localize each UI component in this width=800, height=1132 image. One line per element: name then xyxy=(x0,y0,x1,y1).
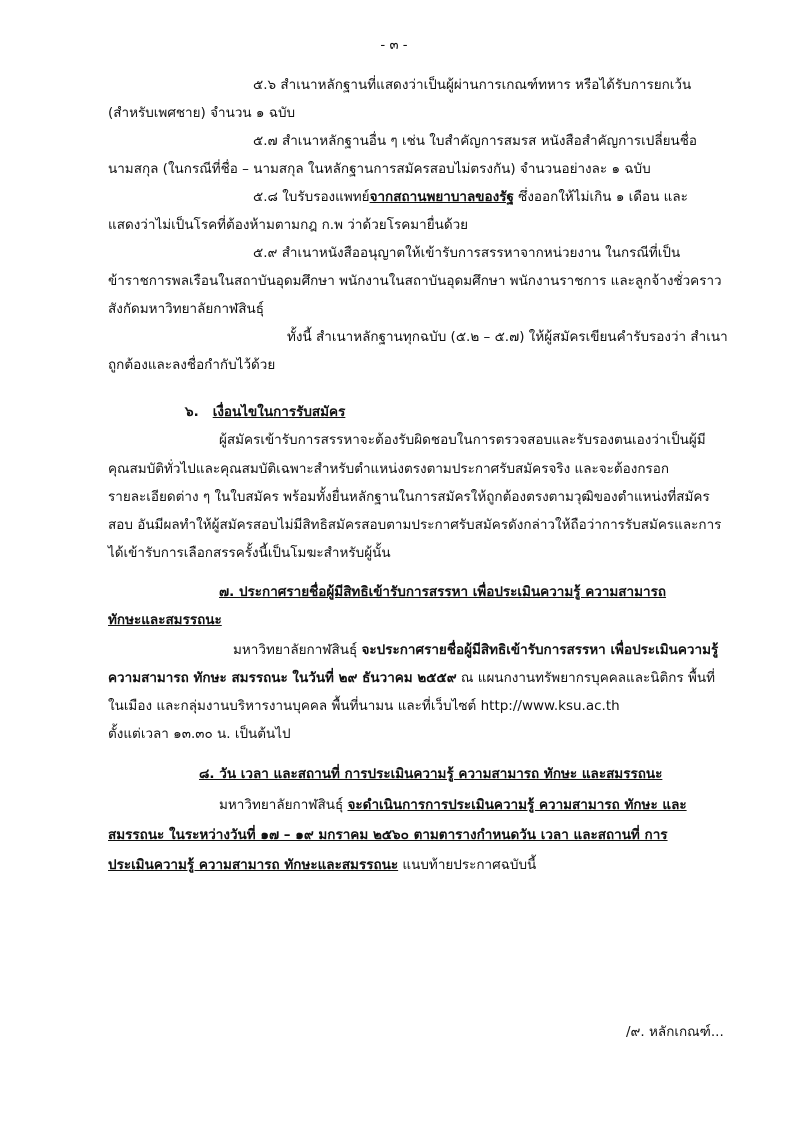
section-6-heading xyxy=(185,402,345,422)
item-5-8-emphasis: จากสถานพยาบาลของรัฐ xyxy=(369,189,514,205)
section-8-bold-text: จะดำเนินการการประเมินความรู้ ความสามารถ ทักษะ และ xyxy=(347,797,687,813)
item-5-8-line-1 xyxy=(253,187,688,207)
section-6-line-2: คุณสมบัติทั่วไปและคุณสมบัติเฉพาะสำหรับตำแหน่งตรงตามประกาศรับสมัครจริง และจะต้องกรอก xyxy=(108,461,670,477)
item-5-8-text-tail: ซึ่งออกให้ไม่เกิน ๑ เดือน และ xyxy=(513,189,688,205)
section-6-title: เงื่อนไขในการรับสมัคร xyxy=(212,404,346,420)
item-5-6-line-2: (สำหรับเพศชาย) จำนวน ๑ ฉบับ xyxy=(108,105,296,121)
section-7-line-1 xyxy=(233,640,718,660)
section-7-line-2 xyxy=(108,668,715,688)
section-6-line-1: ผู้สมัครเข้ารับการสรรหาจะต้องรับผิดชอบในการตรวจสอบและรับรองตนเองว่าเป็นผู้มี xyxy=(219,432,706,448)
section-7-heading-line-2: ทักษะและสมรรถนะ xyxy=(108,612,222,628)
section-7-heading-line-1: ๗. ประกาศรายชื่อผู้มีสิทธิเข้ารับการสรรหา เพื่อประเมินความรู้ ความสามารถ xyxy=(219,584,667,600)
section-8-line-1 xyxy=(219,795,687,815)
section-8-line-2: สมรรถนะ ในระหว่างวันที่ ๑๗ – ๑๙ มกราคม ๒๕๖๐ ตามตารางกำหนดวัน เวลา และสถานที่ การ xyxy=(108,827,668,843)
section-8-attachment-text: แนบท้ายประกาศฉบับนี้ xyxy=(398,857,537,873)
item-5-9-line-3: สังกัดมหาวิทยาลัยกาฬสินธุ์ xyxy=(108,301,264,317)
announcement-date: ความสามารถ ทักษะ สมรรถนะ ในวันที่ ๒๙ ธันวาคม ๒๕๕๙ xyxy=(108,670,457,686)
note-line-1: ทั้งนี้ สำเนาหลักฐานทุกฉบับ (๕.๒ – ๕.๗) ให้ผู้สมัครเขียนคำรับรองว่า สำเนา xyxy=(287,329,728,345)
item-5-8-line-2: แสดงว่าไม่เป็นโรคที่ต้องห้ามตามกฎ ก.พ ว่าด้วยโรคมายื่นด้วย xyxy=(108,217,469,233)
section-6-line-5: ได้เข้ารับการเลือกสรรครั้งนี้เป็นโมฆะสำหรับผู้นั้น xyxy=(108,545,391,561)
item-5-9-line-1: ๕.๙ สำเนาหนังสืออนุญาตให้เข้ารับการสรรหาจากหน่วยงาน ในกรณีที่เป็น xyxy=(253,245,681,261)
section-7-line-4: ตั้งแต่เวลา ๑๓.๓๐ น. เป็นต้นไป xyxy=(108,726,291,742)
section-6-line-3: รายละเอียดต่าง ๆ ในใบสมัคร พร้อมทั้งยื่นหลักฐานในการสมัครให้ถูกต้องตรงตามวุฒิของตำแหน่งที่สมัคร xyxy=(108,489,710,505)
item-5-9-line-2: ข้าราชการพลเรือนในสถาบันอุดมศึกษา พนักงานในสถาบันอุดมศึกษา พนักงานราชการ และลูกจ้างชั่วคราว xyxy=(108,273,722,289)
note-line-2: ถูกต้องและลงชื่อกำกับไว้ด้วย xyxy=(108,357,276,373)
item-5-7-line-2: นามสกุล (ในกรณีที่ชื่อ – นามสกุล ในหลักฐานการสมัครสอบไม่ตรงกัน) จำนวนอย่างละ ๑ ฉบับ xyxy=(108,161,651,177)
section-6-number: ๖. xyxy=(185,404,199,420)
continuation-marker: /๙. หลักเกณฑ์... xyxy=(626,1024,724,1040)
university-name: มหาวิทยาลัยกาฬสินธุ์ xyxy=(219,797,348,813)
section-6-line-4: สอบ อันมีผลทำให้ผู้สมัครสอบไม่มีสิทธิสมัครสอบตามประกาศรับสมัครดังกล่าวให้ถือว่าการรับสมัครและการ xyxy=(108,517,722,533)
section-8-bold-tail: ประเมินความรู้ ความสามารถ ทักษะและสมรรถนะ xyxy=(108,857,399,873)
item-5-7-line-1: ๕.๗ สำเนาหลักฐานอื่น ๆ เช่น ใบสำคัญการสมรส หนังสือสำคัญการเปลี่ยนชื่อ xyxy=(253,133,697,149)
section-8-heading: ๘. วัน เวลา และสถานที่ การประเมินความรู้ ความสามารถ ทักษะ และสมรรถนะ xyxy=(199,766,663,782)
section-7-line-3: ในเมือง และกลุ่มงานบริหารงานบุคคล พื้นที่นามน และที่เว็บไซต์ http://www.ksu.ac.th xyxy=(108,698,620,714)
university-name: มหาวิทยาลัยกาฬสินธุ์ xyxy=(233,642,362,658)
section-7-bold-text: จะประกาศรายชื่อผู้มีสิทธิเข้ารับการสรรหา เพื่อประเมินความรู้ xyxy=(361,642,719,658)
section-8-line-3 xyxy=(108,855,536,875)
page-number: - ๓ - xyxy=(380,37,408,53)
item-5-6-line-1: ๕.๖ สำเนาหลักฐานที่แสดงว่าเป็นผู้ผ่านการเกณฑ์ทหาร หรือได้รับการยกเว้น xyxy=(253,77,692,93)
section-7-location-text: ณ แผนกงานทรัพยากรบุคคลและนิติกร พื้นที่ xyxy=(456,670,715,686)
item-5-8-text: ๕.๘ ใบรับรองแพทย์ xyxy=(253,189,370,205)
